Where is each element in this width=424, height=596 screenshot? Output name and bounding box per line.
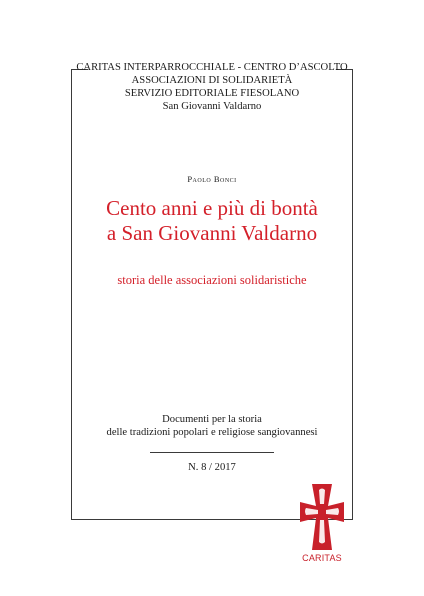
caritas-logo-text: CARITAS: [302, 553, 342, 563]
book-subtitle: storia delle associazioni solidaristiche: [117, 273, 307, 287]
publisher-header: [71, 61, 353, 113]
issue-number: N. 8 / 2017: [188, 462, 236, 473]
author-name: Paolo Bonci: [187, 174, 237, 184]
book-title: [71, 196, 353, 246]
title-line-2: a San Giovanni Valdarno: [106, 221, 318, 245]
header-line-3: SERVIZIO EDITORIALE FIESOLANO: [124, 88, 300, 99]
header-line-2: ASSOCIAZIONI DI SOLIDARIETÀ: [131, 75, 293, 86]
header-line-1: CARITAS INTERPARROCCHIALE - CENTRO D’ASCOLTO: [76, 62, 348, 73]
series-name: [71, 413, 353, 439]
series-line-1: Documenti per la storia: [162, 414, 262, 425]
title-line-1: Cento anni e più di bontà: [106, 196, 318, 220]
divider-rule: [150, 452, 274, 453]
caritas-cross-icon: [300, 484, 344, 560]
header-line-4: San Giovanni Valdarno: [162, 101, 262, 112]
series-line-2: delle tradizioni popolari e religiose sangiovannesi: [106, 427, 318, 438]
